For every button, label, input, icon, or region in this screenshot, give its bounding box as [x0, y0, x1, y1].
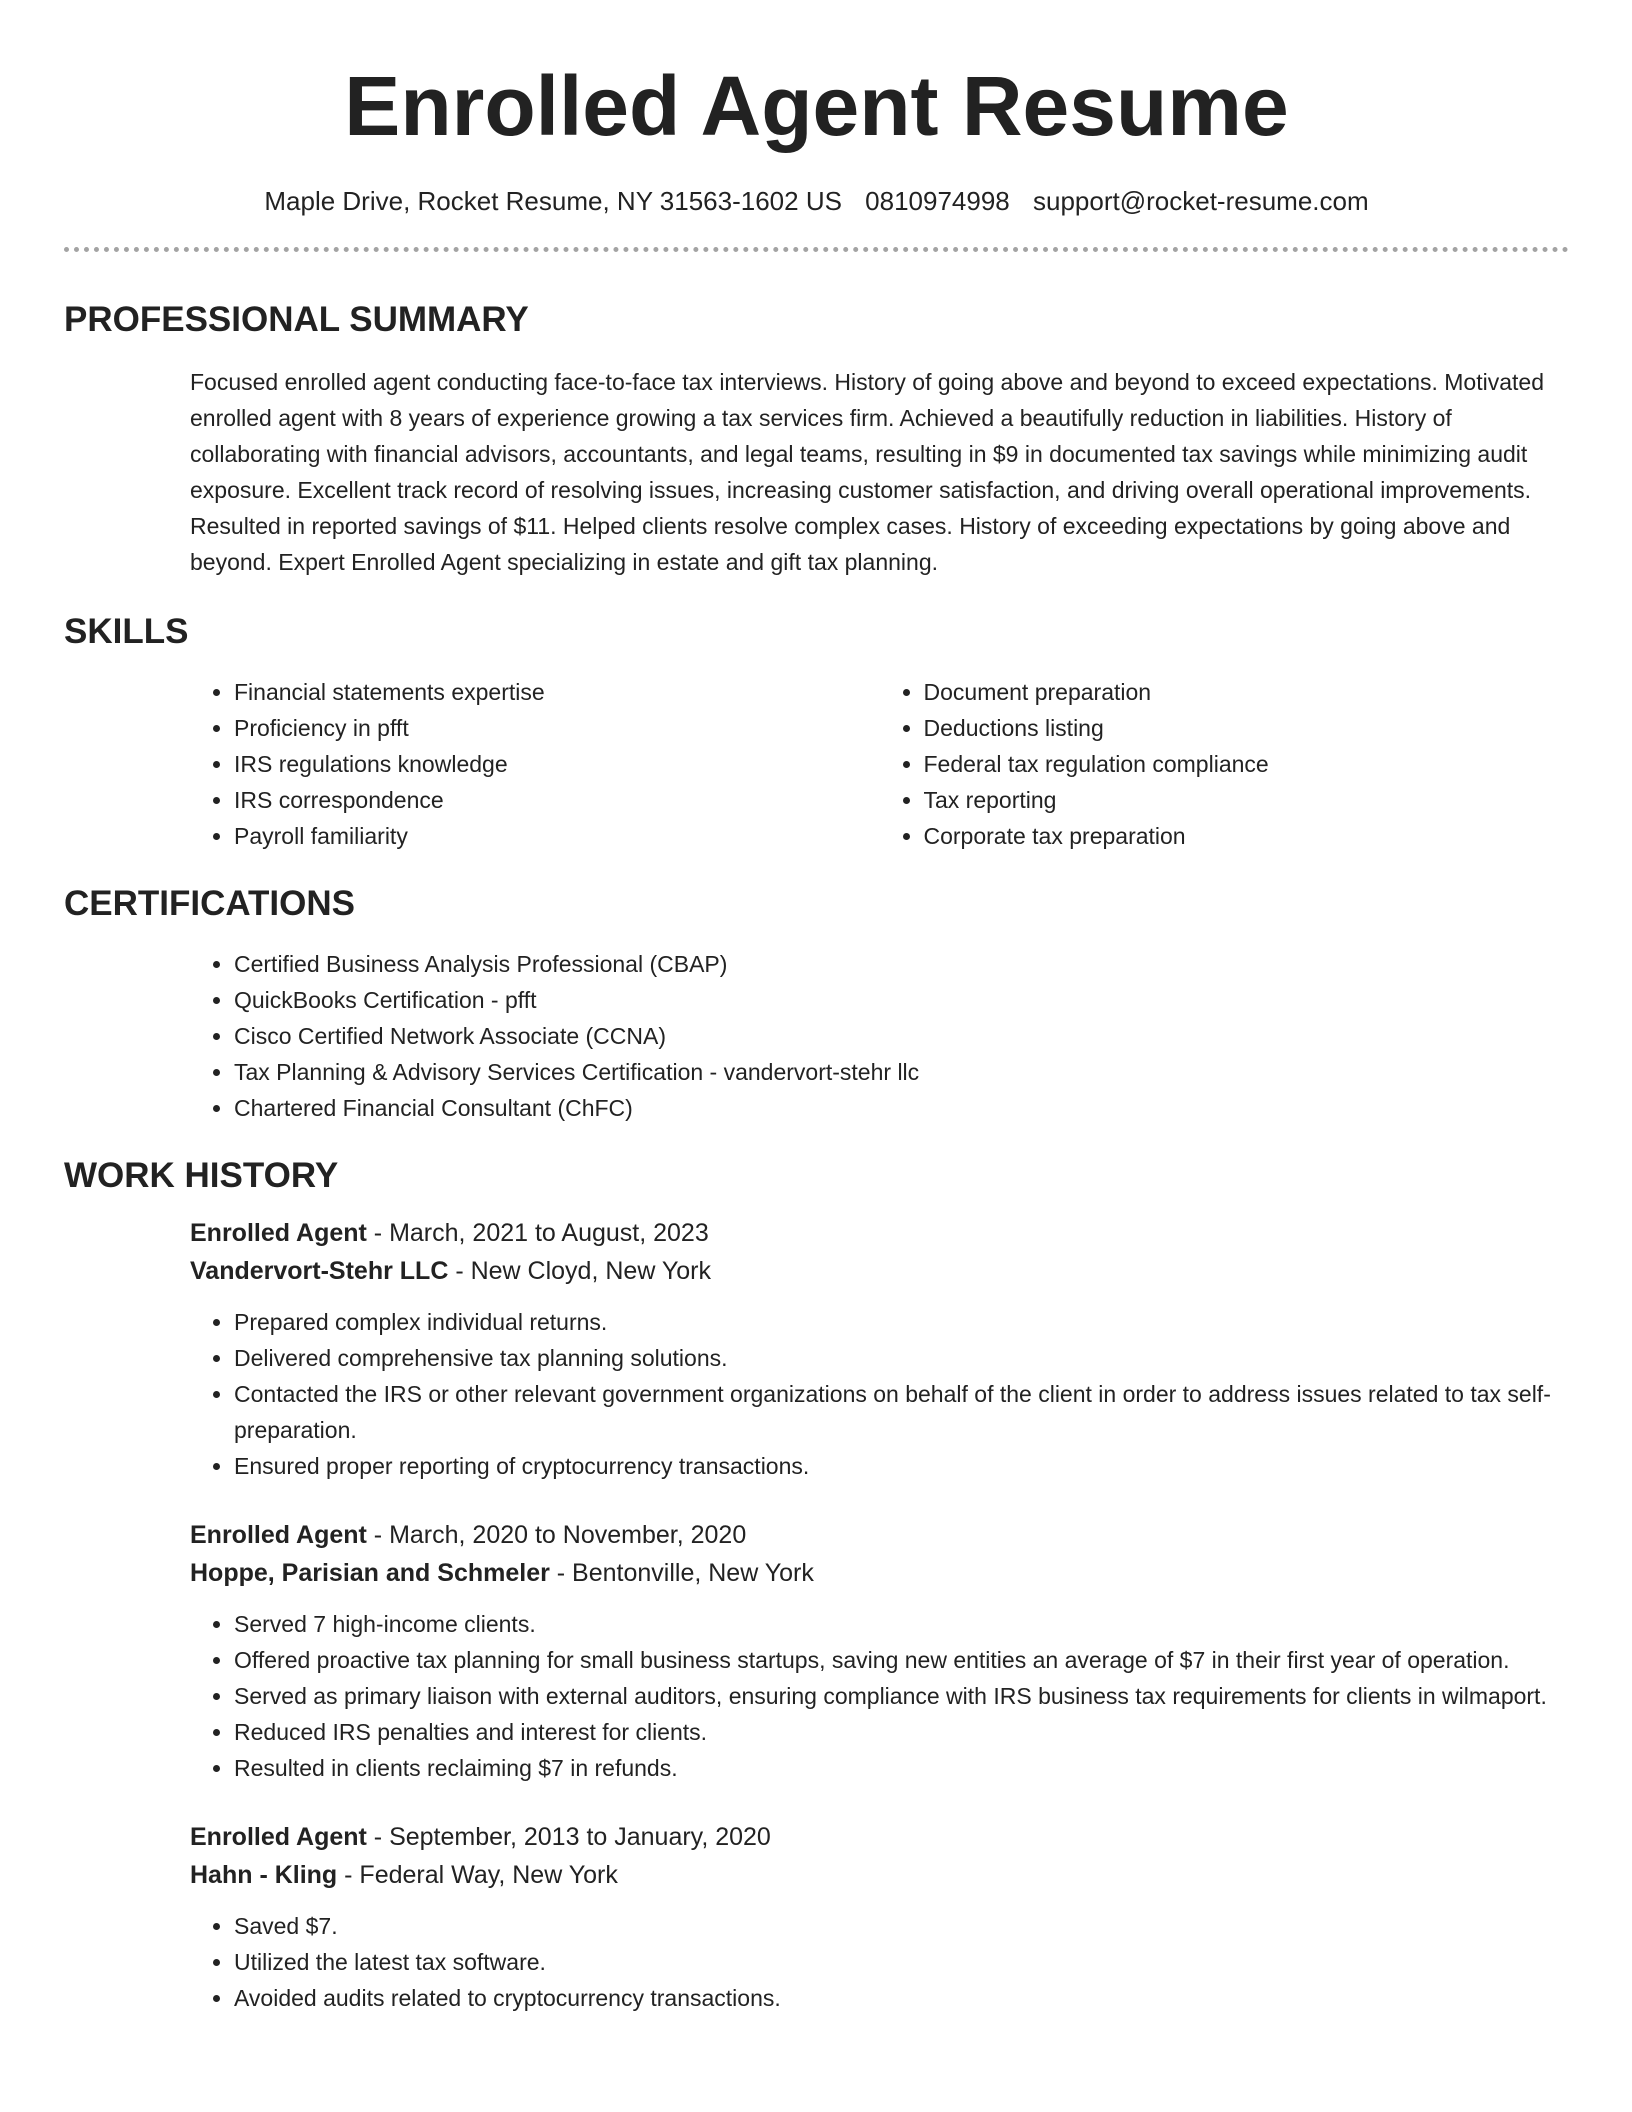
job-duty: • Prepared complex individual returns.	[234, 1304, 1569, 1340]
job-dates: - March, 2021 to August, 2023	[366, 1219, 709, 1247]
job-location: - New Cloyd, New York	[448, 1257, 711, 1285]
skills-section	[64, 610, 1569, 854]
job-duties-list	[190, 1606, 1569, 1786]
skill-item: • IRS regulations knowledge	[234, 746, 880, 782]
job-location: - Federal Way, New York	[337, 1861, 618, 1889]
job-dates: - March, 2020 to November, 2020	[366, 1521, 747, 1549]
job-duty: • Resulted in clients reclaiming $7 in refunds.	[234, 1750, 1569, 1786]
skills-list-right	[880, 674, 1570, 854]
skill-item: • Proficiency in pfft	[234, 710, 880, 746]
summary-section	[64, 298, 1569, 580]
job-company-line	[190, 1252, 1569, 1290]
resume-title: Enrolled Agent Resume	[344, 59, 1289, 153]
job-company-line	[190, 1554, 1569, 1592]
skill-item: • Payroll familiarity	[234, 818, 880, 854]
header-divider	[64, 247, 1569, 252]
job-location: - Bentonville, New York	[549, 1559, 814, 1587]
job-duty: • Offered proactive tax planning for small business startups, saving new entities an average of $7 in their first year of operation.	[234, 1642, 1569, 1678]
skill-item: • Federal tax regulation compliance	[924, 746, 1570, 782]
job-duties-list	[190, 1908, 1569, 2016]
skill-item: • Document preparation	[924, 674, 1570, 710]
job-dates: - September, 2013 to January, 2020	[366, 1823, 771, 1851]
skills-heading: SKILLS	[64, 612, 189, 651]
skills-list-left	[190, 674, 880, 854]
job-duty: • Avoided audits related to cryptocurrency transactions.	[234, 1980, 1569, 2016]
certifications-list	[190, 946, 1569, 1126]
contact-address: Maple Drive, Rocket Resume, NY 31563-1602 US	[264, 186, 842, 216]
certification-item: • QuickBooks Certification - pfft	[234, 982, 1569, 1018]
certification-item: • Certified Business Analysis Professional (CBAP)	[234, 946, 1569, 982]
skill-item: • IRS correspondence	[234, 782, 880, 818]
skill-item: • Corporate tax preparation	[924, 818, 1570, 854]
work-history-heading: WORK HISTORY	[64, 1156, 339, 1195]
job-duty: • Saved $7.	[234, 1908, 1569, 1944]
job-duty: • Served 7 high-income clients.	[234, 1606, 1569, 1642]
certifications-heading: CERTIFICATIONS	[64, 884, 356, 923]
skill-item: • Deductions listing	[924, 710, 1570, 746]
skill-item: • Tax reporting	[924, 782, 1570, 818]
job-duty: • Reduced IRS penalties and interest for clients.	[234, 1714, 1569, 1750]
job-entry	[190, 1818, 1569, 2016]
contact-phone: 0810974998	[865, 186, 1010, 216]
job-duty: • Contacted the IRS or other relevant government organizations on behalf of the client in order to address issues related to tax self-preparation.	[234, 1376, 1569, 1448]
certification-item: • Chartered Financial Consultant (ChFC)	[234, 1090, 1569, 1126]
job-duty: • Ensured proper reporting of cryptocurrency transactions.	[234, 1448, 1569, 1484]
job-entry	[190, 1214, 1569, 1484]
job-company-line	[190, 1856, 1569, 1894]
job-title: Enrolled Agent	[190, 1823, 367, 1851]
job-company: Hahn - Kling	[190, 1861, 338, 1889]
job-title-line	[190, 1818, 1569, 1856]
job-title: Enrolled Agent	[190, 1521, 367, 1549]
contact-line	[64, 184, 1569, 218]
job-title-line	[190, 1516, 1569, 1554]
job-duties-list	[190, 1304, 1569, 1484]
summary-text: Focused enrolled agent conducting face-to-face tax interviews. History of going above and beyond to exceed expectations. Motivated enrolled agent with 8 years of experience growing a tax services firm. Achieved a beautifully reduction in liabilities. History of collaborating with financial advisors, accountants, and legal teams, resulting in $9 in documented tax savings while minimizing audit exposure. Excellent track record of resolving issues, increasing customer satisfaction, and driving overall operational improvements. Resulted in reported savings of $11. Helped clients resolve complex cases. History of exceeding expectations by going above and beyond. Expert Enrolled Agent specializing in estate and gift tax planning.	[190, 369, 1544, 575]
job-entry	[190, 1516, 1569, 1786]
certification-item: • Cisco Certified Network Associate (CCNA)	[234, 1018, 1569, 1054]
job-duty: • Utilized the latest tax software.	[234, 1944, 1569, 1980]
job-company: Hoppe, Parisian and Schmeler	[190, 1559, 550, 1587]
resume-page	[64, 0, 1569, 2016]
contact-email: support@rocket-resume.com	[1033, 186, 1369, 216]
certifications-section	[64, 882, 1569, 1126]
job-title: Enrolled Agent	[190, 1219, 367, 1247]
summary-heading: PROFESSIONAL SUMMARY	[64, 300, 529, 339]
work-history-section	[64, 1154, 1569, 2016]
certification-item: • Tax Planning & Advisory Services Certification - vandervort-stehr llc	[234, 1054, 1569, 1090]
job-title-line	[190, 1214, 1569, 1252]
job-duty: • Delivered comprehensive tax planning solutions.	[234, 1340, 1569, 1376]
job-duty: • Served as primary liaison with external auditors, ensuring compliance with IRS business tax requirements for clients in wilmaport.	[234, 1678, 1569, 1714]
job-company: Vandervort-Stehr LLC	[190, 1257, 449, 1285]
skills-columns	[190, 674, 1569, 854]
skill-item: • Financial statements expertise	[234, 674, 880, 710]
